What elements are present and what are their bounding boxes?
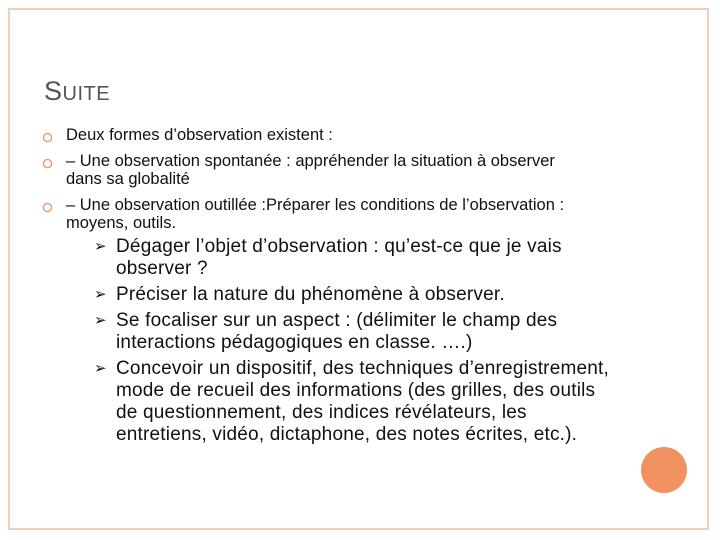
arrow-bullet-icon: ➢ — [94, 312, 107, 329]
main-bullet-text: Deux formes d’observation existent : — [66, 126, 333, 144]
sub-bullet-item — [92, 358, 622, 446]
main-bullet-text: – Une observation outillée :Préparer les conditions de l’observation : moyens, outils. — [66, 196, 565, 232]
main-bullet-text: – Une observation spontanée : appréhender la situation à observer dans sa globalité — [66, 152, 555, 188]
sub-bullet-text: Concevoir un dispositif, des techniques d’enregistrement, mode de recueil des informations (des grilles, des outils de questionnement, des indices révélateurs, les entretiens, vidéo, dictaphone, des notes écrites, etc.). — [116, 358, 609, 445]
sub-bullet-list — [92, 236, 622, 450]
circle-bullet-icon — [42, 129, 53, 140]
arrow-bullet-icon: ➢ — [94, 360, 107, 377]
sub-bullet-item — [92, 310, 622, 354]
circle-bullet-icon — [42, 199, 53, 210]
sub-bullet-text: Dégager l’objet d’observation : qu’est-ce que je vais observer ? — [116, 236, 562, 279]
circle-bullet-icon — [42, 155, 53, 166]
slide-title-initial: S — [44, 76, 63, 106]
decorative-orange-circle — [641, 447, 687, 493]
slide-title — [44, 76, 110, 109]
main-bullet-item — [42, 152, 582, 188]
main-bullet-item — [42, 196, 582, 232]
slide-title-rest: UITE — [62, 83, 111, 105]
main-bullet-item — [42, 126, 582, 144]
sub-bullet-item — [92, 284, 622, 306]
sub-bullet-text: Se focaliser sur un aspect : (délimiter le champ des interactions pédagogiques en classe. ….) — [116, 310, 558, 353]
arrow-bullet-icon: ➢ — [94, 286, 107, 303]
sub-bullet-item — [92, 236, 622, 280]
arrow-bullet-icon: ➢ — [94, 238, 107, 255]
sub-bullet-text: Préciser la nature du phénomène à observer. — [116, 284, 505, 305]
main-bullet-list — [42, 126, 582, 240]
